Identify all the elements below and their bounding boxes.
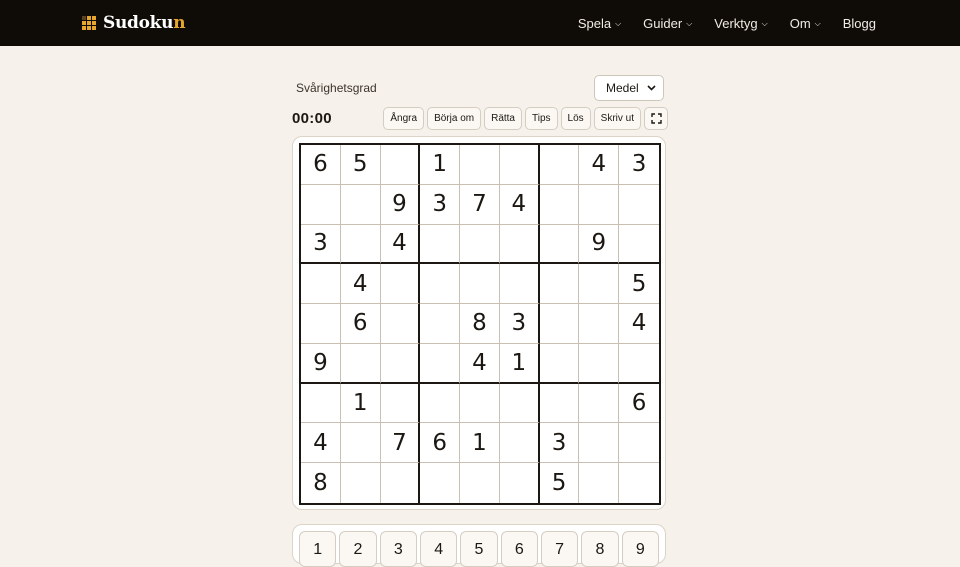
sudoku-cell[interactable]: 4 [460,344,500,384]
sudoku-cell[interactable] [579,423,619,463]
sudoku-cell[interactable] [301,185,341,225]
chevron-down-icon: ⌵ [761,19,768,28]
restart-button[interactable]: Börja om [427,107,481,130]
sudoku-cell[interactable]: 3 [301,225,341,265]
sudoku-cell[interactable] [301,384,341,424]
nav-item-label: Guider [643,15,683,31]
sudoku-cell[interactable] [420,384,460,424]
sudoku-cell[interactable] [420,304,460,344]
sudoku-cell[interactable] [381,384,421,424]
sudoku-cell[interactable]: 3 [420,185,460,225]
sudoku-cell[interactable] [381,145,421,185]
sudoku-cell[interactable]: 5 [540,463,580,503]
sudoku-cell[interactable] [301,264,341,304]
game-timer: 00:00 [292,109,332,127]
sudoku-cell[interactable] [420,344,460,384]
check-button[interactable]: Rätta [484,107,522,130]
sudoku-cell[interactable] [460,384,500,424]
difficulty-row [292,74,668,102]
sudoku-cell[interactable] [619,225,659,265]
sudoku-cell[interactable]: 9 [381,185,421,225]
number-key[interactable]: 8 [581,531,618,567]
nav-item-label: Verktyg [714,15,758,31]
nav-item-label: Om [789,15,811,31]
sudoku-cell[interactable] [619,463,659,503]
main-nav [578,16,876,31]
sudoku-cell[interactable]: 1 [420,145,460,185]
sudoku-cell[interactable]: 8 [460,304,500,344]
sudoku-cell[interactable] [579,264,619,304]
undo-button[interactable]: Ångra [383,107,424,130]
solve-button[interactable]: Lös [561,107,591,130]
sudoku-cell[interactable] [540,384,580,424]
site-logo[interactable] [82,13,185,33]
difficulty-selected-value: Medel [606,81,639,95]
sudoku-cell[interactable]: 8 [301,463,341,503]
sudoku-cell[interactable] [579,344,619,384]
number-key[interactable]: 9 [622,531,659,567]
logo-text: Sudokun [103,13,186,33]
chevron-down-icon: ⌵ [615,19,622,28]
board-card [292,136,666,510]
sudoku-cell[interactable] [460,225,500,265]
grid-logo-icon [82,16,96,30]
sudoku-cell[interactable]: 4 [619,304,659,344]
sudoku-cell[interactable]: 9 [301,344,341,384]
difficulty-label: Svårighetsgrad [296,81,377,95]
sudoku-cell[interactable]: 7 [460,185,500,225]
sudoku-cell[interactable] [579,185,619,225]
sudoku-cell[interactable] [540,225,580,265]
sudoku-cell[interactable] [341,463,381,503]
sudoku-cell[interactable]: 9 [579,225,619,265]
sudoku-cell[interactable] [341,225,381,265]
sudoku-cell[interactable] [500,225,540,265]
sudoku-cell[interactable]: 1 [460,423,500,463]
sudoku-cell[interactable] [460,145,500,185]
sudoku-cell[interactable] [381,264,421,304]
sudoku-cell[interactable]: 4 [500,185,540,225]
sudoku-cell[interactable]: 4 [381,225,421,265]
sudoku-cell[interactable]: 6 [341,304,381,344]
sudoku-cell[interactable] [381,344,421,384]
fullscreen-button[interactable] [644,107,668,130]
sudoku-cell[interactable] [500,384,540,424]
sudoku-cell[interactable] [341,185,381,225]
sudoku-cell[interactable]: 3 [500,304,540,344]
sudoku-cell[interactable]: 4 [341,264,381,304]
nav-item-verktyg[interactable] [714,16,767,31]
sudoku-cell[interactable] [341,423,381,463]
number-pad [292,524,666,564]
nav-item-label: Spela [577,15,612,31]
sudoku-cell[interactable] [381,304,421,344]
sudoku-cell[interactable] [500,463,540,503]
toolbar-row [292,106,668,130]
sudoku-board [299,143,661,505]
sudoku-cell[interactable] [500,423,540,463]
sudoku-cell[interactable] [341,344,381,384]
nav-item-blogg[interactable] [843,16,876,31]
sudoku-cell[interactable]: 1 [500,344,540,384]
sudoku-cell[interactable]: 3 [619,145,659,185]
print-button[interactable]: Skriv ut [594,107,641,130]
sudoku-cell[interactable] [420,463,460,503]
sudoku-cell[interactable] [540,185,580,225]
chevron-down-icon: ⌵ [686,19,693,28]
top-navigation-bar [0,0,960,46]
sudoku-cell[interactable] [579,304,619,344]
sudoku-cell[interactable] [500,145,540,185]
sudoku-cell[interactable] [619,185,659,225]
sudoku-cell[interactable] [301,304,341,344]
sudoku-cell[interactable] [420,264,460,304]
sudoku-cell[interactable]: 6 [301,145,341,185]
nav-item-spela[interactable] [578,16,621,31]
sudoku-cell[interactable] [460,264,500,304]
sudoku-cell[interactable]: 7 [381,423,421,463]
chevron-down-icon [647,85,656,91]
fullscreen-icon [651,113,662,124]
sudoku-cell[interactable] [619,344,659,384]
sudoku-cell[interactable] [579,384,619,424]
sudoku-cell[interactable]: 6 [619,384,659,424]
sudoku-cell[interactable]: 4 [579,145,619,185]
number-key[interactable]: 1 [299,531,336,567]
nav-item-om[interactable] [790,16,821,31]
number-key[interactable]: 5 [460,531,497,567]
toolbar [383,107,668,130]
sudoku-cell[interactable] [540,145,580,185]
sudoku-cell[interactable] [500,264,540,304]
sudoku-cell[interactable] [420,225,460,265]
game-container [292,74,668,564]
sudoku-cell[interactable] [460,463,500,503]
sudoku-cell[interactable]: 6 [420,423,460,463]
number-key[interactable]: 4 [420,531,457,567]
sudoku-cell[interactable]: 4 [301,423,341,463]
sudoku-cell[interactable] [579,463,619,503]
number-key[interactable]: 7 [541,531,578,567]
hint-button[interactable]: Tips [525,107,558,130]
sudoku-cell[interactable] [540,304,580,344]
nav-item-guider[interactable] [643,16,692,31]
sudoku-cell[interactable]: 3 [540,423,580,463]
number-key[interactable]: 6 [501,531,538,567]
sudoku-cell[interactable] [540,344,580,384]
number-key[interactable]: 3 [380,531,417,567]
difficulty-select[interactable] [594,75,664,101]
sudoku-cell[interactable] [619,423,659,463]
sudoku-cell[interactable] [540,264,580,304]
chevron-down-icon: ⌵ [814,19,821,28]
sudoku-cell[interactable]: 1 [341,384,381,424]
sudoku-cell[interactable]: 5 [341,145,381,185]
number-key[interactable]: 2 [339,531,376,567]
sudoku-cell[interactable] [381,463,421,503]
sudoku-cell[interactable]: 5 [619,264,659,304]
nav-item-label: Blogg [842,15,876,31]
